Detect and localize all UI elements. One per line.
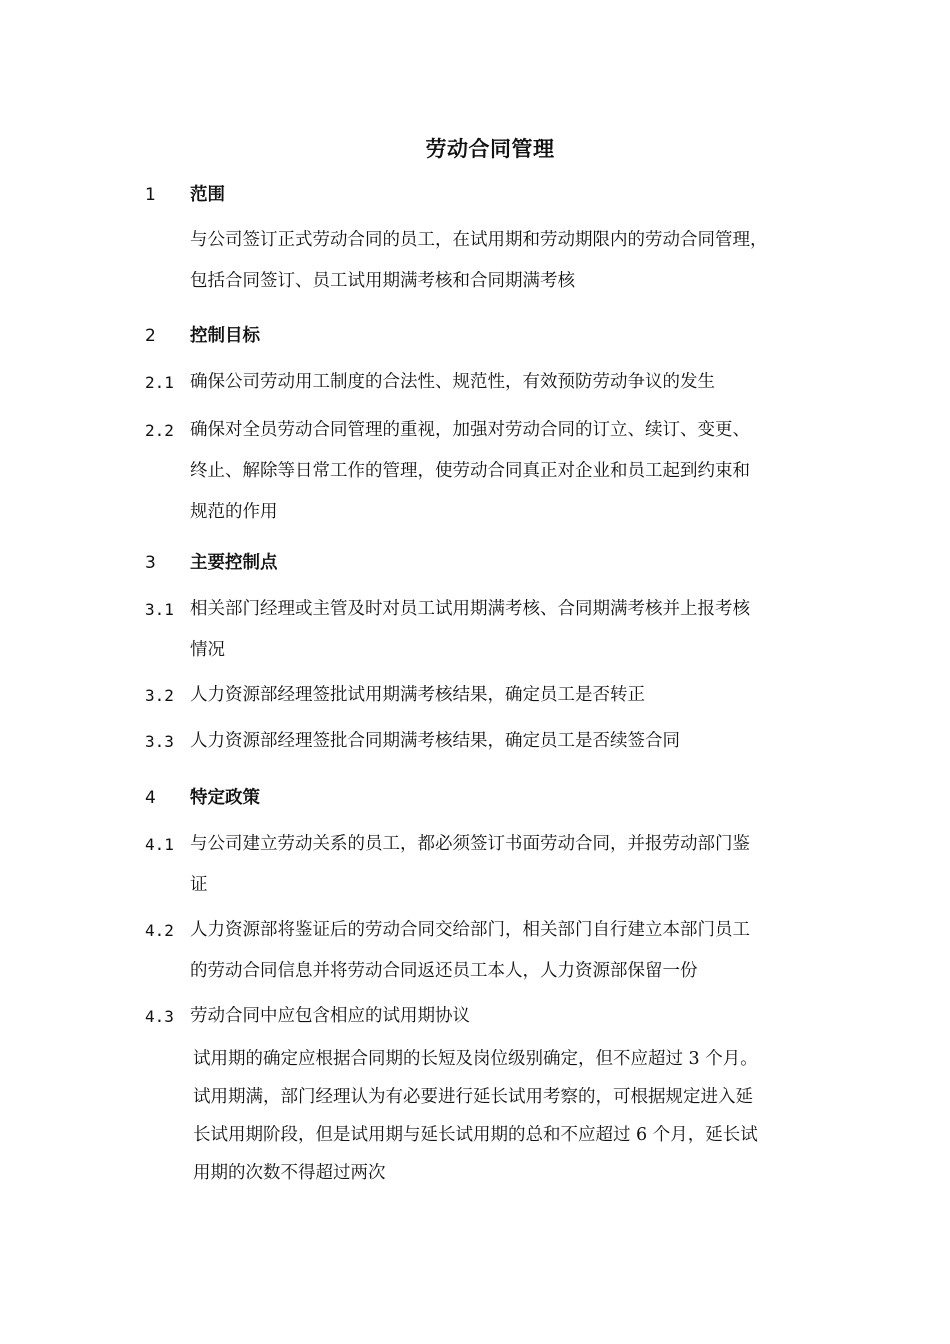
paragraph-line: 情况 — [190, 640, 225, 660]
paragraph-line: 确保对全员劳动合同管理的重视，加强对劳动合同的订立、续订、变更、 — [190, 420, 750, 440]
item-4-2 — [145, 910, 825, 992]
paragraph-line: 规范的作用 — [190, 502, 278, 522]
section-title: 主要控制点 — [190, 553, 278, 573]
section-number: 1 — [145, 185, 156, 205]
paragraph-line: 人力资源部经理签批试用期满考核结果，确定员工是否转正 — [190, 685, 645, 705]
paragraph-line: 确保公司劳动用工制度的合法性、规范性，有效预防劳动争议的发生 — [190, 372, 715, 392]
section-1-heading — [145, 175, 825, 216]
item-4-1 — [145, 824, 825, 906]
paragraph-line: 与公司建立劳动关系的员工，都必须签订书面劳动合同，并报劳动部门鉴 — [190, 834, 750, 854]
item-number: 4.2 — [145, 921, 174, 940]
item-number: 2.2 — [145, 421, 174, 440]
paragraph-line: 长试用期阶段，但是试用期与延长试用期的总和不应超过 6 个月，延长试 — [193, 1125, 758, 1145]
paragraph-line: 人力资源部经理签批合同期满考核结果，确定员工是否续签合同 — [190, 731, 680, 751]
paragraph-line: 终止、解除等日常工作的管理，使劳动合同真正对企业和员工起到约束和 — [190, 461, 750, 481]
section-title: 范围 — [190, 185, 225, 205]
section-number: 3 — [145, 553, 156, 573]
section-4-heading — [145, 778, 825, 819]
document-title: 劳动合同管理 — [425, 137, 555, 161]
section-title: 控制目标 — [190, 326, 260, 346]
item-number: 3.3 — [145, 732, 174, 751]
paragraph-line: 与公司签订正式劳动合同的员工，在试用期和劳动期限内的劳动合同管理， — [190, 230, 768, 250]
paragraph-line: 人力资源部将鉴证后的劳动合同交给部门，相关部门自行建立本部门员工 — [190, 920, 750, 940]
section-title: 特定政策 — [190, 788, 260, 808]
paragraph-line: 用期的次数不得超过两次 — [193, 1163, 386, 1183]
paragraph-line: 试用期满，部门经理认为有必要进行延长试用考察的，可根据规定进入延 — [193, 1087, 753, 1107]
item-number: 2.1 — [145, 373, 174, 392]
section-2-heading — [145, 316, 825, 357]
section-number: 4 — [145, 788, 156, 808]
item-number: 3.1 — [145, 600, 174, 619]
section-3-heading — [145, 543, 825, 584]
section-1-intro — [145, 220, 825, 302]
item-number: 4.1 — [145, 835, 174, 854]
item-3-1 — [145, 589, 825, 671]
item-4-3-detail — [145, 1040, 825, 1192]
paragraph-line: 的劳动合同信息并将劳动合同返还员工本人，人力资源部保留一份 — [190, 961, 698, 981]
paragraph-line: 试用期的确定应根据合同期的长短及岗位级别确定，但不应超过 3 个月。 — [193, 1049, 758, 1069]
item-3-2 — [145, 675, 825, 716]
paragraph-line: 劳动合同中应包含相应的试用期协议 — [190, 1006, 470, 1026]
item-number: 4.3 — [145, 1007, 174, 1026]
item-3-3 — [145, 721, 825, 762]
item-2-1 — [145, 362, 825, 403]
item-number: 3.2 — [145, 686, 174, 705]
item-4-3 — [145, 996, 825, 1037]
paragraph-line: 包括合同签订、员工试用期满考核和合同期满考核 — [190, 271, 575, 291]
item-2-2 — [145, 410, 825, 533]
section-number: 2 — [145, 326, 156, 346]
paragraph-line: 相关部门经理或主管及时对员工试用期满考核、合同期满考核并上报考核 — [190, 599, 750, 619]
paragraph-line: 证 — [190, 875, 208, 895]
